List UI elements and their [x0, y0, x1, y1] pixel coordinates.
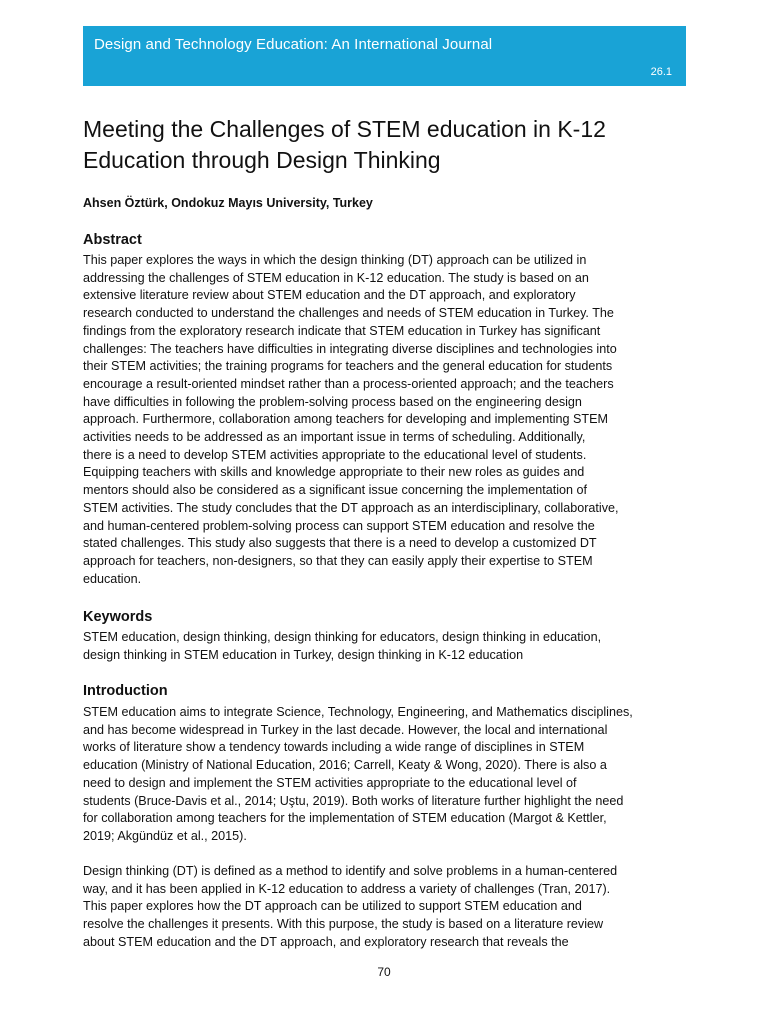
introduction-paragraph-1 — [83, 704, 633, 846]
introduction-line: 2019; Akgündüz et al., 2015). — [83, 828, 247, 843]
abstract-line: and human-centered problem-solving process can support STEM education and resolve the — [83, 518, 595, 533]
article-title-line: Education through Design Thinking — [83, 147, 441, 173]
issue-number: 26.1 — [650, 66, 672, 78]
introduction-line: about STEM education and the DT approach, and exploratory research that reveals the — [83, 934, 569, 949]
keywords-heading: Keywords — [83, 609, 153, 625]
introduction-line: for collaboration among teachers for the implementation of STEM education (Margot & Kettler, — [83, 811, 607, 826]
abstract-line: approach for teachers, non-designers, so that they can easily apply their expertise to STEM — [83, 553, 593, 568]
abstract-line: findings from the exploratory research indicate that STEM education in Turkey has significant — [83, 323, 601, 338]
journal-title: Design and Technology Education: An International Journal — [94, 36, 493, 53]
introduction-line: This paper explores how the DT approach can be utilized to support STEM education and — [83, 899, 582, 914]
introduction-line: way, and it has been applied in K-12 education to address a variety of challenges (Tran, 2017). — [83, 881, 611, 896]
abstract-heading: Abstract — [83, 232, 142, 248]
keywords-line: design thinking in STEM education in Turkey, design thinking in K-12 education — [83, 647, 524, 662]
abstract-line: mentors should also be considered as a significant issue concerning the implementation of — [83, 483, 588, 498]
abstract-line: extensive literature review about STEM education and the DT approach, and exploratory — [83, 288, 576, 303]
abstract-line: challenges: The teachers have difficulties in integrating diverse disciplines and technologies into — [83, 341, 617, 356]
introduction-line: resolve the challenges it presents. With this purpose, the study is based on a literature review — [83, 917, 604, 932]
abstract-line: research conducted to understand the challenges and needs of STEM education in Turkey. The — [83, 306, 614, 321]
introduction-line: works of literature show a tendency towards including a wide range of disciplines in STEM — [83, 740, 585, 755]
article-title-line: Meeting the Challenges of STEM education in K-12 — [83, 116, 606, 142]
journal-header-banner — [83, 26, 686, 86]
abstract-line: stated challenges. This study also suggests that there is a need to develop a customized DT — [83, 536, 597, 551]
author-line: Ahsen Öztürk, Ondokuz Mayıs University, Turkey — [83, 196, 373, 210]
abstract-line: have difficulties in following the problem-solving process based on the engineering design — [83, 394, 582, 409]
article-title — [83, 114, 703, 176]
abstract-line: addressing the challenges of STEM education in K-12 education. The study is based on an — [83, 270, 589, 285]
abstract-line: there is a need to develop STEM activities appropriate to the educational level of students. — [83, 447, 587, 462]
introduction-paragraph-2 — [83, 863, 617, 952]
introduction-line: education (Ministry of National Education, 2016; Carrell, Keaty & Wong, 2020). There is also a — [83, 758, 607, 773]
abstract-line: education. — [83, 571, 142, 586]
abstract-line: their STEM activities; the training programs for teachers and the general education for students — [83, 359, 613, 374]
introduction-line: need to design and implement the STEM activities appropriate to the educational level of — [83, 775, 577, 790]
abstract-line: This paper explores the ways in which the design thinking (DT) approach can be utilized in — [83, 253, 587, 267]
keywords-line: STEM education, design thinking, design thinking for educators, design thinking in education, — [83, 630, 602, 644]
abstract-line: encourage a result-oriented mindset rather than a process-oriented approach; and the teachers — [83, 376, 614, 391]
introduction-line: STEM education aims to integrate Science, Technology, Engineering, and Mathematics disciplines, — [83, 705, 633, 719]
abstract-line: activities needs to be addressed as an important issue in terms of scheduling. Additionally, — [83, 430, 586, 445]
abstract-text — [83, 252, 619, 588]
keywords-text — [83, 629, 601, 664]
introduction-line: students (Bruce-Davis et al., 2014; Uştu, 2019). Both works of literature further highlight the need — [83, 793, 624, 808]
abstract-line: approach. Furthermore, collaboration among teachers for developing and implementing STEM — [83, 412, 609, 427]
introduction-line: Design thinking (DT) is defined as a method to identify and solve problems in a human-centered — [83, 864, 618, 878]
abstract-line: Equipping teachers with skills and knowledge appropriate to their new roles as guides and — [83, 465, 585, 480]
page-number: 70 — [377, 965, 391, 979]
introduction-line: and has become widespread in Turkey in the last decade. However, the local and international — [83, 722, 608, 737]
abstract-line: STEM activities. The study concludes that the DT approach as an interdisciplinary, collaborative, — [83, 500, 619, 515]
introduction-heading: Introduction — [83, 683, 168, 699]
